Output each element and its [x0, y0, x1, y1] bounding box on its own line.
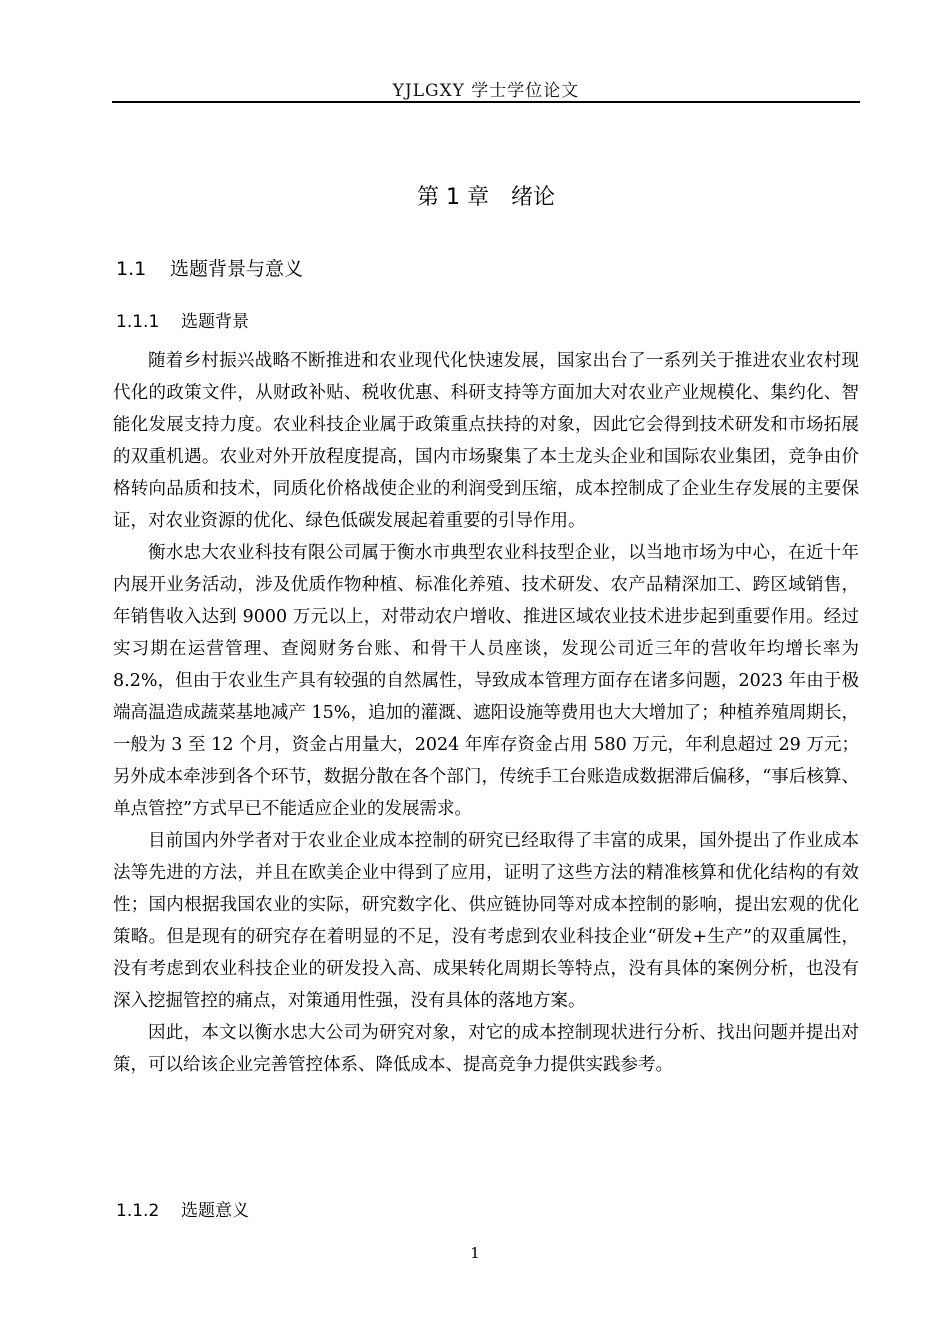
- chapter-number: 第 1 章: [417, 185, 489, 210]
- subsection-heading-1-1-1: [116, 307, 249, 332]
- section-heading-1-1: [116, 254, 303, 281]
- subsection-number: 1.1.2: [116, 1201, 160, 1221]
- subsection-number: 1.1.1: [116, 312, 160, 332]
- running-header: YJLGXY 学士学位论文: [392, 81, 580, 101]
- paragraph: 因此，本文以衡水忠大公司为研究对象，对它的成本控制现状进行分析、找出问题并提出对策，可以给该企业完善管控体系、降低成本、提高竞争力提供实践参考。: [113, 1023, 859, 1075]
- page-number: 1: [470, 1244, 480, 1262]
- paragraph: 衡水忠大农业科技有限公司属于衡水市典型农业科技型企业，以当地市场为中心，在近十年内展开业务活动，涉及优质作物种植、标准化养殖、技术研发、农产品精深加工、跨区域销售，年销售收入达到 9000 万元以上，对带动农户增收、推进区域农业技术进步起到重要作用。经过实习期在运营管理、查阅财务台账、和骨干人员座谈，发现公司近三年的营收年均增长率为 8.2%，但由于农业生产具有较强的自然属性，导致成本管理方面存在诸多问题，2023 年由于极端高温造成蔬菜基地减产 15%，追加的灌溉、遮阳设施等费用也大大增加了；种植养殖周期长，一般为 3 至 12 个月，资金占用量大，2024 年库存资金占用 580 万元，年利息超过 29 万元；另外成本牵涉到各个环节，数据分散在各个部门，传统手工台账造成数据滞后偏移，“事后核算、单点管控”方式早已不能适应企业的发展需求。: [113, 543, 859, 819]
- body-text: [113, 345, 859, 1081]
- subsection-title: 选题背景: [181, 312, 249, 332]
- subsection-title: 选题意义: [181, 1201, 249, 1221]
- chapter-name: 绪论: [510, 185, 555, 210]
- paragraph: 随着乡村振兴战略不断推进和农业现代化快速发展，国家出台了一系列关于推进农业农村现代化的政策文件，从财政补贴、税收优惠、科研支持等方面加大对农业产业规模化、集约化、智能化发展支持力度。农业科技企业属于政策重点扶持的对象，因此它会得到技术研发和市场拓展的双重机遇。农业对外开放程度提高，国内市场聚集了本土龙头企业和国际农业集团，竞争由价格转向品质和技术，同质化价格战使企业的利润受到压缩，成本控制成了企业生存发展的主要保证，对农业资源的优化、绿色低碳发展起着重要的引导作用。: [113, 351, 859, 531]
- paragraph: 目前国内外学者对于农业企业成本控制的研究已经取得了丰富的成果，国外提出了作业成本法等先进的方法，并且在欧美企业中得到了应用，证明了这些方法的精准核算和优化结构的有效性；国内根据我国农业的实际，研究数字化、供应链协同等对成本控制的影响，提出宏观的优化策略。但是现有的研究存在着明显的不足，没有考虑到农业科技企业“研发+生产”的双重属性，没有考虑到农业科技企业的研发投入高、成果转化周期长等特点，没有具体的案例分析，也没有深入挖掘管控的痛点，对策通用性强，没有具体的落地方案。: [113, 831, 859, 1011]
- subsection-heading-1-1-2: [116, 1196, 249, 1221]
- section-title: 选题背景与意义: [170, 258, 304, 280]
- chapter-title: [112, 180, 860, 211]
- header-rule: [112, 101, 860, 103]
- section-number: 1.1: [116, 258, 147, 280]
